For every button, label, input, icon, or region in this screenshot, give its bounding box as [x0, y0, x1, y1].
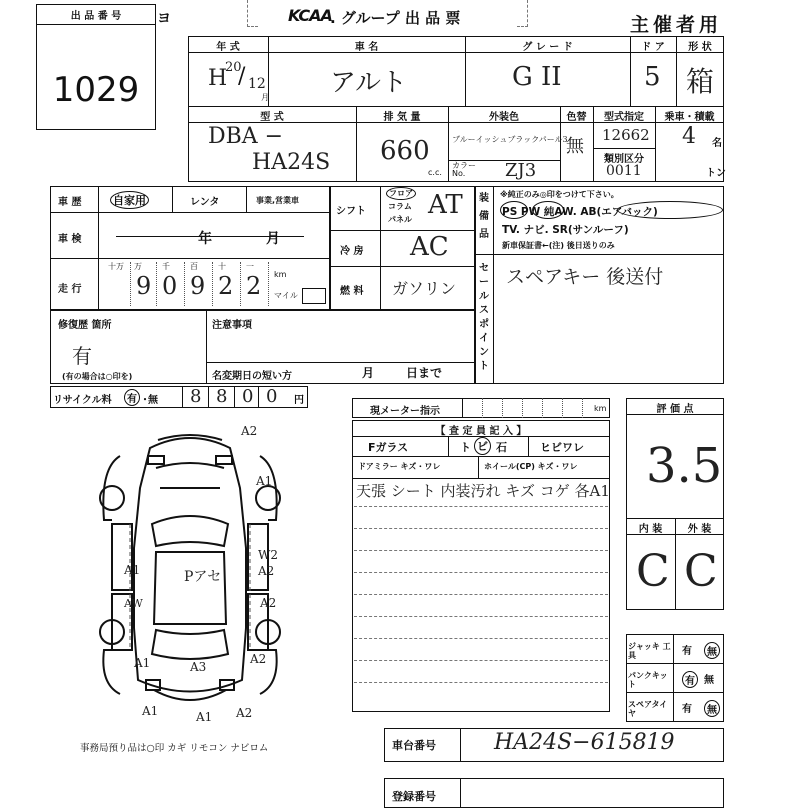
fuel-label: 燃 料 — [340, 286, 364, 297]
recycle-option-no: 無 — [148, 395, 158, 406]
type-spec-value: 12662 — [602, 126, 650, 144]
recycle-digit: 8 — [216, 386, 228, 407]
capacity-unit-persons: 名 — [712, 138, 722, 149]
month-unit: 月 — [261, 93, 269, 102]
meter-km-label: km — [594, 404, 607, 413]
lot-number: 1029 — [52, 70, 140, 110]
recycle-label: リサイクル料 — [53, 395, 112, 406]
copy-label: 主催者用 — [630, 14, 723, 36]
accessory-option-no: 無 — [704, 675, 714, 686]
mileage-digit: 2 — [246, 272, 262, 300]
change-day-label: 日まで — [406, 366, 443, 380]
glass-option-ishi: 石 — [496, 441, 507, 454]
capacity-label: 乗車・積載 — [664, 112, 715, 123]
wheel-label: ホイール(CP) キズ・ワレ — [484, 462, 578, 471]
shape-value: 箱 — [686, 65, 715, 98]
type-spec-label: 型式指定 — [604, 112, 644, 123]
brand-logo: KCAA — [288, 6, 332, 25]
grade-label: グ レ ー ド — [522, 42, 573, 53]
mark-assy: Pアセ — [184, 569, 222, 585]
lot-number-box — [36, 4, 156, 130]
mileage-digit: 2 — [218, 272, 234, 300]
pw-circle — [532, 201, 564, 219]
grade-label: 評 価 点 — [656, 404, 694, 415]
ps-circle — [500, 201, 528, 219]
interior-label: 内 装 — [638, 524, 663, 535]
dashed-frame-right — [517, 0, 528, 27]
model-value-1: DBA − — [208, 124, 284, 149]
inspector-header: 【 査 定 員 記 入 】 — [435, 426, 527, 437]
grade-value: G II — [512, 62, 562, 92]
repair-note: (有の場合は○印を) — [62, 372, 133, 381]
color-no-label: カラー No. — [452, 161, 476, 178]
mileage-label: 走 行 — [58, 284, 82, 295]
mark-a3: A3 — [190, 660, 207, 674]
name-label: 車 名 — [354, 42, 379, 53]
mark-a2-bottom: A2 — [236, 706, 253, 720]
mark-top-a2: A2 — [241, 424, 258, 438]
ac-value: AC — [410, 232, 449, 262]
recycle-digit: 0 — [266, 386, 278, 407]
recycle-unit: 円 — [294, 395, 304, 406]
km-label: km — [274, 270, 287, 279]
glass-label: Fガラス — [368, 441, 409, 454]
equipment-line-3: 新車保証書←(注) 後日送りのみ — [502, 241, 615, 250]
shift-value: AT — [428, 190, 463, 220]
color-no-value: ZJ3 — [505, 160, 537, 181]
short-change-label: 名変期日の短い方 — [212, 371, 292, 382]
sales-point-label: セールスポイント — [479, 263, 489, 372]
color-change-label: 色替 — [566, 112, 587, 123]
mileage-digit-label: 千 — [162, 262, 170, 271]
exterior-value: ブルーイッシュブラックパール3 — [452, 135, 568, 144]
mark-a1-left: A1 — [124, 563, 141, 577]
color-change-value: 無 — [566, 136, 584, 157]
doors-label: ド ア — [641, 42, 665, 53]
accessory-label: スペアタイヤ — [628, 700, 668, 718]
ab-circle — [617, 201, 723, 219]
displacement-label: 排 気 量 — [383, 112, 421, 123]
mark-a2-right: A2 — [258, 564, 275, 578]
mark-aw-left: AW — [124, 597, 143, 610]
form-title: . グループ 出 品 票 — [330, 9, 461, 27]
doors-value: 5 — [644, 62, 661, 92]
mark-a1-bottom: A1 — [142, 704, 159, 718]
side-char: ヨ — [157, 11, 171, 27]
mileage-digit: 0 — [162, 272, 178, 300]
mileage-digit: 9 — [136, 272, 152, 300]
equipment-line-1: PS PW 純AW. AB(エアバック) — [502, 206, 658, 218]
registration-label: 登録番号 — [392, 790, 436, 803]
accessory-label: ジャッキ 工 具 — [628, 642, 671, 660]
year-label: 年 式 — [216, 42, 240, 53]
exterior-grade-value: C — [684, 546, 718, 597]
inspector-comment: 天張 シート 内装汚れ キズ コゲ 各A1 — [356, 482, 610, 500]
notes-label: 注意事項 — [212, 320, 252, 331]
glass-option-bi: ビ — [474, 437, 491, 455]
glass-option-crack: ヒビワレ — [540, 441, 584, 454]
mileage-digit-label: 十万 — [108, 262, 124, 271]
capacity-value: 4 — [682, 124, 696, 149]
meter-label: 現メーター指示 — [370, 406, 440, 417]
grade-value: 3.5 — [646, 438, 723, 494]
mileage-digit-label: 一 — [246, 262, 254, 271]
mark-a2-lower: A2 — [250, 652, 267, 666]
cc-unit: c.c. — [428, 168, 442, 177]
glass-option-to: ト — [460, 441, 471, 454]
shift-option-column: コラム — [388, 202, 412, 211]
year-era: H — [208, 66, 228, 91]
history-option-private: 自家用 — [110, 191, 149, 209]
equipment-line-2: TV. ナビ. SR(サンルーフ) — [502, 224, 629, 236]
repair-label: 修復歴 箇所 — [58, 320, 112, 331]
history-option-business: 事業,営業車 — [256, 196, 300, 205]
accessory-option-yes: 有 — [682, 646, 692, 657]
chassis-label: 車台番号 — [392, 739, 436, 752]
class-value: 0011 — [606, 163, 642, 179]
displacement-value: 660 — [380, 136, 430, 166]
mileage-digit: 9 — [190, 272, 206, 300]
dashed-frame-left — [247, 0, 258, 27]
accessory-option-no: 無 — [704, 700, 720, 717]
model-label: 型 式 — [260, 112, 284, 123]
mirror-label: ドアミラー キズ・ワレ — [358, 462, 441, 471]
exterior-label: 外装色 — [489, 112, 519, 123]
mark-w2: W2 — [258, 548, 278, 562]
mile-label: マイル — [274, 291, 298, 300]
mileage-digit-label: 万 — [134, 262, 142, 271]
ac-label: 冷 房 — [340, 246, 364, 257]
inspection-label: 車 検 — [58, 234, 82, 245]
repair-value: 有 — [72, 344, 92, 368]
interior-value: C — [636, 546, 670, 597]
history-option-rental: レンタ — [190, 197, 220, 208]
shape-label: 形 状 — [688, 42, 712, 53]
capacity-unit-tons: トン — [706, 168, 726, 179]
equipment-note: ※純正のみ◎印をつけて下さい。 — [500, 190, 619, 199]
accessory-option-yes: 有 — [682, 704, 692, 715]
shift-option-panel: パネル — [388, 215, 412, 224]
history-label: 車 歴 — [58, 197, 82, 208]
recycle-digit: 8 — [190, 386, 202, 407]
shift-option-floor: フロア — [386, 187, 416, 200]
mark-a1-lower: A1 — [134, 656, 151, 670]
month-value: 12 — [248, 76, 266, 92]
mileage-digit-label: 十 — [218, 262, 226, 271]
mileage-digit-label: 百 — [190, 262, 198, 271]
inspection-month: 月 — [266, 231, 280, 247]
sales-point-value: スペアキー 後送付 — [506, 266, 664, 288]
car-name: アルト — [330, 68, 407, 98]
accessory-option-no: 無 — [704, 642, 720, 659]
mile-checkbox — [302, 288, 326, 304]
class-label: 類別区分 — [604, 154, 644, 165]
equipment-label: 装備品 — [479, 193, 489, 240]
accessory-option-yes: 有 — [682, 671, 698, 688]
mark-a1-upper: A1 — [256, 474, 273, 488]
fuel-value: ガソリン — [392, 279, 457, 298]
mark-a2-right2: A2 — [260, 596, 277, 610]
diagram-footer: 事務局預り品は○印 カギ リモコン ナビロム — [80, 743, 269, 754]
model-value-2: HA24S — [252, 150, 331, 175]
recycle-digit: 0 — [242, 386, 254, 407]
chassis-value: HA24S−615819 — [494, 730, 675, 755]
mark-a1-bottom2: A1 — [196, 710, 213, 724]
shift-label: シフト — [336, 206, 366, 217]
year-value: 20 — [225, 60, 242, 75]
recycle-option-yes: 有 — [124, 389, 140, 406]
exterior-grade-label: 外 装 — [687, 524, 712, 535]
change-month-label: 月 — [362, 366, 375, 380]
accessory-label: パンクキット — [628, 671, 668, 689]
lot-number-label: 出 品 番 号 — [70, 11, 122, 22]
inspection-strike — [116, 236, 304, 237]
inspection-year: 年 — [198, 231, 212, 247]
